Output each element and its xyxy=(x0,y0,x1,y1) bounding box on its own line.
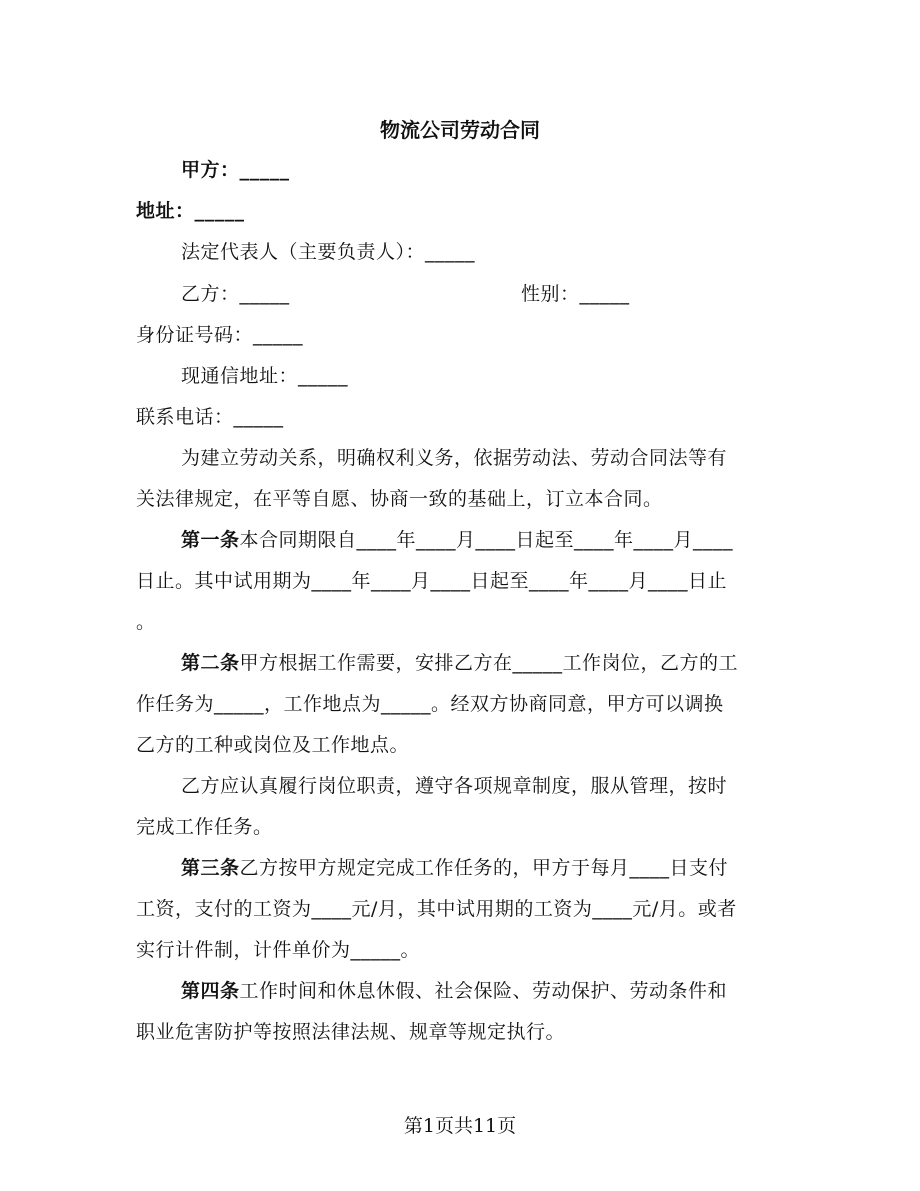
document-title: 物流公司劳动合同 xyxy=(380,118,540,142)
article-1-line: 。 xyxy=(136,611,156,633)
current-address-field: 现通信地址：_____ xyxy=(181,365,349,387)
intro-line: 为建立劳动关系，明确权利义务，依据劳动法、劳动合同法等有 xyxy=(181,447,728,469)
party-b-field: 乙方：_____ xyxy=(181,283,290,305)
id-number-field: 身份证号码：_____ xyxy=(136,324,304,346)
article-2-paragraph-line: 完成工作任务。 xyxy=(136,816,273,838)
article-4-line xyxy=(181,979,727,1003)
article-2-line: 乙方的工种或岗位及工作地点。 xyxy=(136,734,410,756)
article-2-line: 作任务为_____，工作地点为_____。经双方协商同意，甲方可以调换 xyxy=(136,693,724,715)
article-3-line: 工资，支付的工资为____元/月，其中试用期的工资为____元/月。或者 xyxy=(136,898,737,920)
article-4-line: 职业危害防护等按照法律法规、规章等规定执行。 xyxy=(136,1021,566,1043)
article-4-text: 工作时间和休息休假、社会保险、劳动保护、劳动条件和 xyxy=(239,980,728,1002)
article-1-heading: 第一条 xyxy=(181,529,240,551)
phone-field: 联系电话：_____ xyxy=(136,406,284,428)
article-3-text: 乙方按甲方规定完成工作任务的，甲方于每月____日支付 xyxy=(239,857,729,879)
gender-field: 性别：_____ xyxy=(521,283,630,305)
party-a-field: 甲方：_____ xyxy=(181,159,290,181)
article-3-heading: 第三条 xyxy=(181,857,240,879)
article-3-line xyxy=(181,856,728,880)
address-field: 地址：_____ xyxy=(136,200,245,222)
page-footer: 第1页共11页 xyxy=(403,1115,517,1137)
article-1-text: 本合同期限自____年____月____日起至____年____月____ xyxy=(239,529,734,551)
legal-rep-field: 法定代表人（主要负责人）：_____ xyxy=(181,241,476,263)
article-3-line: 实行计件制，计件单价为_____。 xyxy=(136,939,421,961)
article-2-heading: 第二条 xyxy=(181,652,240,674)
article-4-heading: 第四条 xyxy=(181,980,240,1002)
article-1-line xyxy=(181,528,733,552)
article-1-line: 日止。其中试用期为____年____月____日起至____年____月____日止 xyxy=(136,570,728,592)
article-2-text: 甲方根据工作需要，安排乙方在_____工作岗位，乙方的工 xyxy=(239,652,739,674)
intro-line: 关法律规定，在平等自愿、协商一致的基础上，订立本合同。 xyxy=(136,488,663,510)
article-2-paragraph-line: 乙方应认真履行岗位职责，遵守各项规章制度，服从管理，按时 xyxy=(181,775,728,797)
article-2-line xyxy=(181,651,738,675)
